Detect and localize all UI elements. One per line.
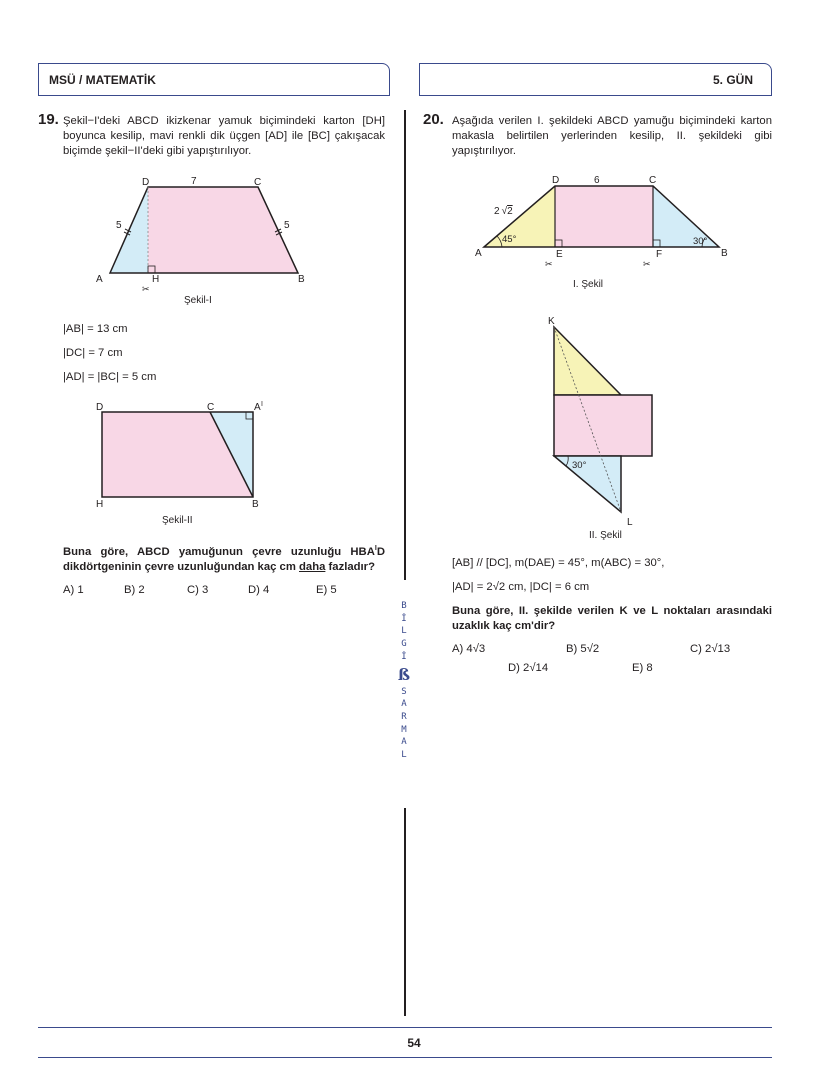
caption: II. Şekil [589,530,622,541]
header-day: 5. GÜN [712,72,753,87]
q20-given-2: |AD| = 2√2 cm, |DC| = 6 cm [452,581,590,593]
label-c: C [207,402,215,413]
q20-pink-rect [555,186,653,247]
page-number: 54 [407,1036,421,1050]
brand-letter: A [401,699,407,710]
q19-figure-1 [90,172,320,307]
label-prime: I [261,401,263,408]
q19-given-2: |DC| = 7 cm [63,347,123,359]
footer-rule-bottom [38,1057,772,1058]
q20-option-a[interactable]: A) 4√3 [452,643,486,655]
length-top: 6 [594,175,600,186]
label-e: E [556,249,563,260]
brand-letter: M [401,724,407,735]
brand-letter: B [401,601,407,611]
q19-option-c[interactable]: C) 3 [187,584,209,596]
side-brand [396,600,412,762]
q19-question: Buna göre, ABCD yamuğunun çevre uzunluğu $HBA^ID$ dikdörtgeninin çevre uzunluğundan kaç cm daha fazladır? [63,545,385,573]
label-d: D [142,177,150,188]
label-h: H [96,499,104,510]
label-d: D [552,175,560,186]
caption: Şekil-II [162,515,193,526]
angle-45: 45° [502,234,517,245]
q19-option-b[interactable]: B) 2 [124,584,145,596]
q20-pink-rect [554,395,652,456]
header-subject: MSÜ / MATEMATİK [49,72,156,87]
q19-option-d[interactable]: D) 4 [248,584,270,596]
label-c: C [649,175,657,186]
angle-30: 30° [693,236,708,247]
label-b: B [721,248,728,259]
caption: I. Şekil [573,279,604,290]
q19-figure-2 [88,398,278,528]
q20-text: Aşağıda verilen I. şekildeki ABCD yamuğu biçimindeki karton makasla belirtilen yerlerinden kesilip, II. şekildeki gibi yapıştırılıyor. [452,115,772,157]
label-a: A [96,274,103,285]
q19-option-a[interactable]: A) 1 [63,584,84,596]
label-b: B [252,499,259,510]
length-ad: 2 √2 [494,206,513,217]
brand-letter: İ [401,651,407,662]
q19-given-1: |AB| = 13 cm [63,323,128,335]
caption: Şekil-I [184,295,212,306]
length-top: 7 [191,176,197,187]
q20-given-1: [AB] // [DC], m(DAE) = 45°, m(ABC) = 30°, [452,557,665,569]
q19-text: Şekil−I'deki ABCD ikizkenar yamuk biçimindeki karton [DH] boyunca kesilip, mavi renkli dik üçgen [AD] ile [BC] çakışacak biçimde şekil−II'deki gibi yapıştırılıyor. [63,115,385,157]
brand-letter: L [401,750,407,761]
brand-logo-icon: ß [397,664,411,684]
footer-rule-top [38,1027,772,1028]
label-c: C [254,177,262,188]
length-left: 5 [116,220,122,231]
label-h: H [152,274,160,285]
brand-letter: S [401,686,407,697]
label-f: F [656,249,663,260]
q20-figure-1 [470,170,740,295]
q20-figure-2 [535,312,685,542]
brand-letter: İ [401,613,407,624]
q20-option-e[interactable]: E) 8 [632,662,653,674]
header-subject-box [38,63,390,96]
q20-number: 20. [423,111,444,128]
q19-number: 19. [38,111,59,128]
scissors-icon: ✂ [545,259,553,269]
length-right: 5 [284,220,290,231]
q19-option-e[interactable]: E) 5 [316,584,337,596]
label-k: K [548,316,555,327]
q19-pink-region [148,187,298,273]
scissors-icon: ✂ [142,284,150,294]
angle-30: 30° [572,460,587,471]
label-a: A [475,248,482,259]
label-l: L [627,517,633,528]
scissors-icon: ✂ [643,259,651,269]
q20-yellow-triangle [554,327,621,395]
brand-letter: G [401,639,407,650]
q20-option-d[interactable]: D) 2√14 [508,662,549,674]
header-day-box [419,63,772,96]
brand-letter: L [401,626,407,637]
label-a: A [254,402,261,413]
column-divider-bottom [404,808,406,1016]
q20-option-b[interactable]: B) 5√2 [566,643,600,655]
q19-given-3: |AD| = |BC| = 5 cm [63,371,157,383]
label-d: D [96,402,104,413]
brand-letter: R [401,711,407,722]
q20-blue-triangle [554,456,621,512]
label-b: B [298,274,305,285]
column-divider-top [404,110,406,580]
q20-option-c[interactable]: C) 2√13 [690,643,731,655]
brand-letter: A [401,737,407,748]
q20-question: Buna göre, II. şekilde verilen K ve L noktaları arasındaki uzaklık kaç cm'dir? [452,605,772,632]
